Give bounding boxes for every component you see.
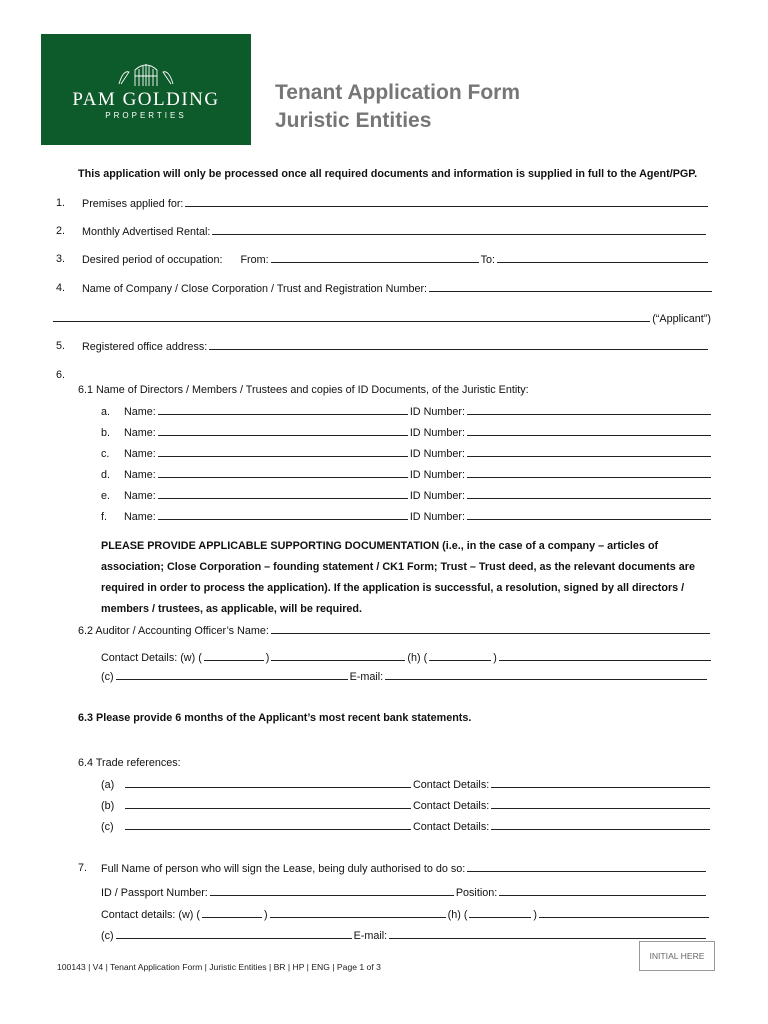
q7-h-close: ) [533, 909, 538, 921]
office-address-field[interactable] [209, 339, 708, 350]
q7-label: Full Name of person who will sign the Lease, being duly authorised to do so: [101, 863, 466, 875]
signatory-w-number-field[interactable] [270, 907, 446, 918]
doc-notice-line-2: association; Close Corporation – founding statement / CK1 Form; Trust – Trust deed, as the relevant documents are [101, 561, 695, 573]
q3-from-label: From: [240, 254, 269, 266]
doc-notice-line-1: PLEASE PROVIDE APPLICABLE SUPPORTING DOCUMENTATION (i.e., in the case of a company – articles of [101, 540, 659, 552]
form-subtitle: Juristic Entities [275, 109, 432, 132]
q5-row [82, 339, 710, 354]
signatory-position-field[interactable] [499, 885, 706, 896]
director-row [101, 509, 713, 524]
trade-reference-name-field[interactable] [125, 819, 411, 830]
director-letter: e. [101, 490, 111, 502]
director-id-field[interactable] [467, 404, 711, 415]
rental-field[interactable] [212, 224, 706, 235]
auditor-cell-field[interactable] [116, 669, 348, 680]
trade-reference-name-field[interactable] [125, 777, 411, 788]
director-row [101, 425, 713, 440]
trade-reference-letter: (b) [101, 800, 115, 812]
director-id-field[interactable] [467, 467, 711, 478]
signatory-name-field[interactable] [467, 861, 706, 872]
director-id-label: ID Number: [409, 406, 466, 418]
auditor-cell-row [101, 669, 709, 684]
gate-emblem-icon [115, 58, 177, 88]
q4-row [82, 281, 714, 296]
q1-row [82, 196, 710, 211]
signatory-h-number-field[interactable] [539, 907, 709, 918]
director-id-field[interactable] [467, 446, 711, 457]
director-row [101, 446, 713, 461]
trade-reference-row [101, 777, 712, 792]
q7-h-label: (h) ( [447, 909, 468, 921]
section-6-1: 6.1 Name of Directors / Members / Trustees and copies of ID Documents, of the Juristic Entity: [78, 384, 529, 396]
auditor-row [78, 623, 712, 638]
company-name-field[interactable] [429, 281, 712, 292]
premises-field[interactable] [185, 196, 708, 207]
initial-here-label: INITIAL HERE [649, 951, 705, 961]
director-name-label: Name: [124, 406, 156, 418]
director-row [101, 404, 713, 419]
director-id-field[interactable] [467, 509, 711, 520]
doc-notice-line-4: members / trustees, as applicable, will be required. [101, 603, 363, 615]
q3-label: Desired period of occupation: [82, 254, 223, 266]
form-title: Tenant Application Form [275, 81, 520, 104]
q1-number: 1. [56, 197, 66, 209]
auditor-w-code-field[interactable] [204, 650, 264, 661]
trade-reference-contact-field[interactable] [491, 777, 710, 788]
director-id-label: ID Number: [409, 427, 466, 439]
trade-reference-letter: (c) [101, 821, 114, 833]
q4-label: Name of Company / Close Corporation / Trust and Registration Number: [82, 283, 428, 295]
section-6-3: 6.3 Please provide 6 months of the Applicant’s most recent bank statements. [78, 712, 472, 724]
applicant-label: (“Applicant”) [652, 313, 711, 325]
q7-contact-row [101, 907, 711, 922]
q2-row [82, 224, 708, 239]
section-6-2: 6.2 Auditor / Accounting Officer’s Name: [78, 625, 269, 637]
signatory-email-field[interactable] [389, 928, 706, 939]
initial-here-box[interactable] [639, 941, 715, 971]
q2-number: 2. [56, 225, 66, 237]
intro-notice: This application will only be processed once all required documents and information is supplied in full to the Agent/PGP. [78, 168, 698, 180]
director-name-label: Name: [124, 448, 156, 460]
q7-cell-row [101, 928, 708, 943]
director-name-field[interactable] [158, 446, 408, 457]
director-row [101, 467, 713, 482]
q7-number: 7. [78, 862, 88, 874]
q2-label: Monthly Advertised Rental: [82, 226, 211, 238]
q7-email-label: E-mail: [353, 930, 388, 942]
trade-reference-letter: (a) [101, 779, 115, 791]
director-name-label: Name: [124, 469, 156, 481]
q7-position-label: Position: [455, 887, 498, 899]
auditor-name-field[interactable] [271, 623, 710, 634]
q7-w-close: ) [264, 909, 268, 921]
trade-reference-contact-label: Contact Details: [413, 779, 490, 791]
signatory-cell-field[interactable] [116, 928, 352, 939]
trade-reference-contact-label: Contact Details: [413, 800, 490, 812]
auditor-contact-row [101, 650, 713, 665]
q4-number: 4. [56, 282, 66, 294]
director-name-field[interactable] [158, 425, 408, 436]
director-letter: f. [101, 511, 107, 523]
from-field[interactable] [271, 252, 479, 263]
q3-to-label: To: [480, 254, 496, 266]
company-name-field-2[interactable] [53, 311, 650, 322]
pam-golding-logo [41, 34, 251, 145]
director-id-label: ID Number: [409, 511, 466, 523]
q7-c-label: (c) [101, 930, 114, 942]
director-letter: d. [101, 469, 111, 481]
director-row [101, 488, 713, 503]
q3-row [82, 252, 710, 267]
section-6-4: 6.4 Trade references: [78, 757, 181, 769]
director-name-label: Name: [124, 427, 156, 439]
q7-id-row [101, 885, 708, 900]
trade-reference-contact-field[interactable] [491, 819, 710, 830]
q7-id-label: ID / Passport Number: [101, 887, 208, 899]
director-name-field[interactable] [158, 509, 408, 520]
auditor-h-code-field[interactable] [429, 650, 491, 661]
q7-contact-w-label: Contact details: (w) ( [101, 909, 201, 921]
auditor-h-close: ) [493, 652, 497, 664]
q7-row [101, 861, 708, 876]
auditor-c-label: (c) [101, 671, 114, 683]
director-name-field[interactable] [158, 488, 408, 499]
director-name-field[interactable] [158, 404, 408, 415]
director-name-label: Name: [124, 511, 156, 523]
signatory-w-code-field[interactable] [202, 907, 262, 918]
logo-brand: PAM GOLDING [72, 89, 220, 110]
auditor-email-label: E-mail: [349, 671, 384, 683]
trade-reference-row [101, 819, 712, 834]
auditor-contact-w-label: Contact Details: (w) ( [101, 652, 202, 664]
trade-reference-contact-label: Contact Details: [413, 821, 490, 833]
director-letter: a. [101, 406, 111, 418]
auditor-email-field[interactable] [385, 669, 707, 680]
auditor-h-number-field[interactable] [499, 650, 711, 661]
q6-number: 6. [56, 369, 66, 381]
q3-number: 3. [56, 253, 66, 265]
trade-reference-contact-field[interactable] [491, 798, 710, 809]
auditor-w-number-field[interactable] [271, 650, 405, 661]
signatory-id-field[interactable] [210, 885, 454, 896]
director-id-field[interactable] [467, 425, 711, 436]
director-id-field[interactable] [467, 488, 711, 499]
auditor-w-close: ) [265, 652, 270, 664]
auditor-h-label: (h) ( [407, 652, 428, 664]
q5-label: Registered office address: [82, 341, 208, 353]
director-id-label: ID Number: [409, 490, 466, 502]
director-name-field[interactable] [158, 467, 408, 478]
director-letter: c. [101, 448, 110, 460]
q5-number: 5. [56, 340, 66, 352]
trade-reference-row [101, 798, 712, 813]
q4-row-2 [53, 311, 711, 326]
to-field[interactable] [497, 252, 708, 263]
director-id-label: ID Number: [409, 448, 466, 460]
trade-reference-name-field[interactable] [125, 798, 411, 809]
doc-notice-line-3: required in order to process the application). If the application is successful, a resolution, signed by all directors / [101, 582, 685, 594]
signatory-h-code-field[interactable] [469, 907, 531, 918]
page-footer: 100143 | V4 | Tenant Application Form | Juristic Entities | BR | HP | ENG | Page 1 of 3 [57, 962, 381, 972]
director-letter: b. [101, 427, 111, 439]
director-name-label: Name: [124, 490, 156, 502]
director-id-label: ID Number: [409, 469, 466, 481]
logo-subtitle: PROPERTIES [105, 111, 187, 120]
q1-label: Premises applied for: [82, 198, 184, 210]
